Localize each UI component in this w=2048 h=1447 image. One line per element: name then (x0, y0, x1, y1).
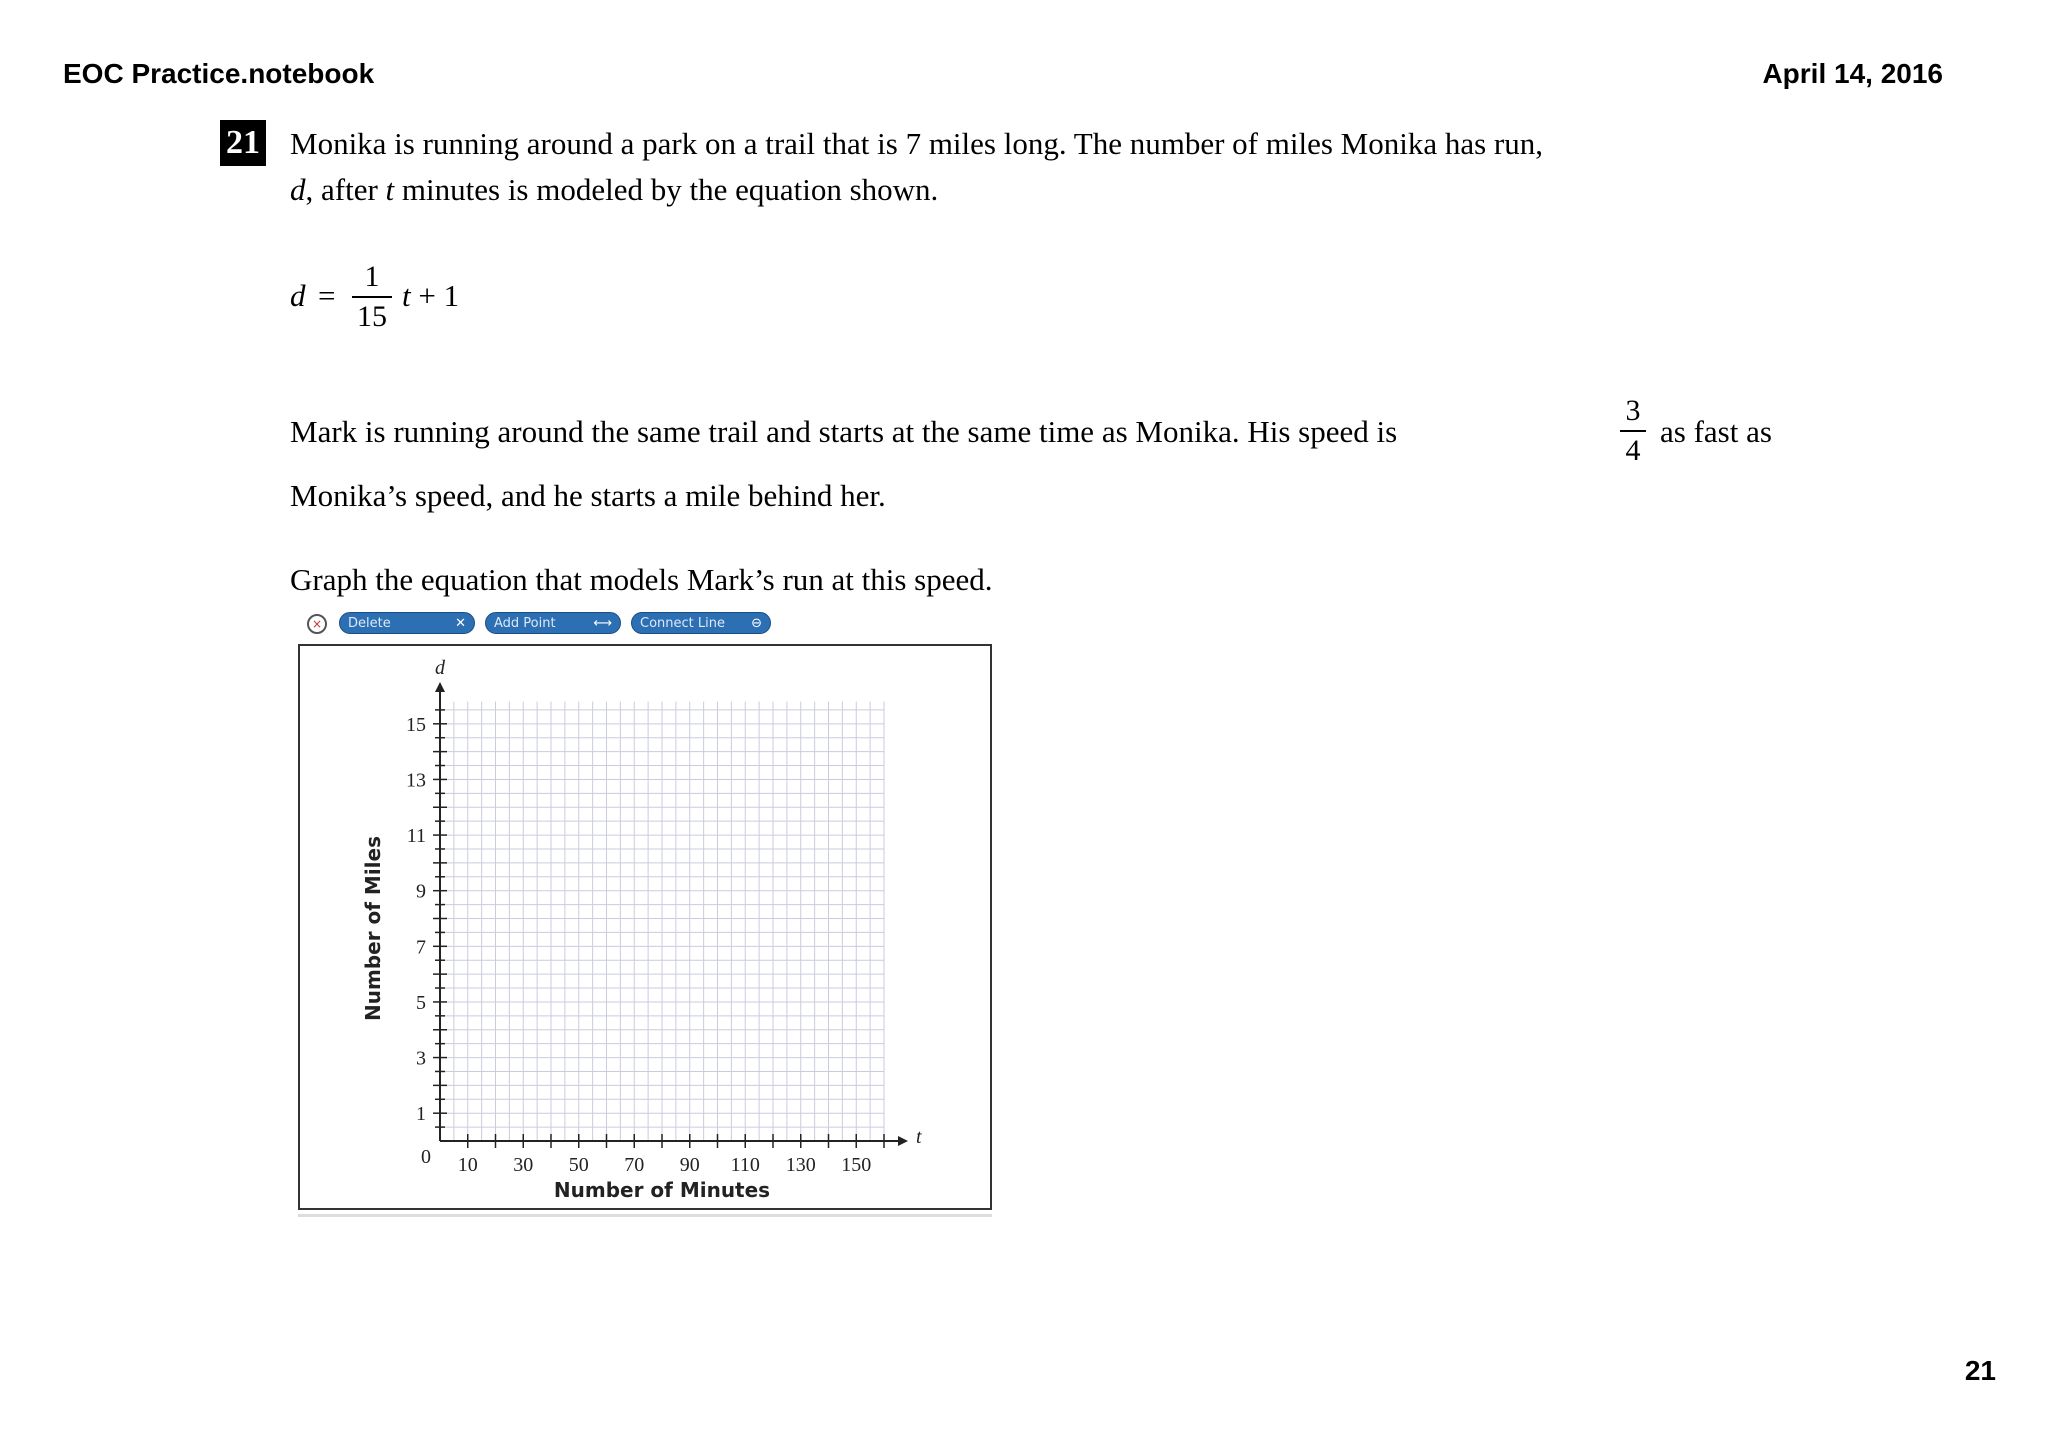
y-tick-label: 7 (416, 936, 426, 959)
x-axis-variable: t (916, 1126, 922, 1148)
y-axis-variable: d (435, 657, 445, 679)
x-axis-arrow (898, 1136, 908, 1146)
equation-rest: t + 1 (402, 278, 460, 313)
origin-label: 0 (421, 1146, 431, 1168)
mark-fraction-numerator: 3 (1625, 394, 1641, 427)
equation-fraction (352, 260, 392, 334)
question-text-line1: Monika is running around a park on a trail that is 7 miles long. The number of miles Monika has run, (290, 126, 1543, 161)
y-axis-label: Number of Miles (361, 835, 385, 1022)
y-tick-label: 1 (416, 1103, 426, 1126)
x-tick-label: 110 (730, 1154, 760, 1176)
question-number-badge: 21 (220, 120, 266, 166)
equation-equals: = (318, 278, 336, 313)
notebook-title: EOC Practice.notebook (63, 58, 375, 89)
x-tick-label: 130 (785, 1154, 816, 1176)
add-point-icon: ⟷ (593, 616, 612, 631)
close-icon[interactable]: × (307, 614, 327, 634)
x-tick-label: 50 (568, 1154, 589, 1176)
fraction-numerator: 1 (364, 260, 380, 293)
notebook-date: April 14, 2016 (1762, 58, 1943, 89)
mark-text-line2: Monika’s speed, and he starts a mile behind her. (290, 478, 886, 513)
y-tick-label: 11 (406, 825, 426, 848)
graph-canvas[interactable] (300, 646, 990, 1208)
y-tick-label: 5 (416, 991, 426, 1014)
connect-line-icon: ⊖ (751, 616, 762, 631)
x-tick-label: 30 (513, 1154, 534, 1176)
mark-text-start: Mark is running around the same trail and starts at the same time as Monika. His speed is (290, 414, 1398, 449)
add-point-button[interactable]: Add Point ⟷ (485, 612, 621, 634)
mark-speed-fraction (1620, 394, 1646, 468)
text-after: , after (305, 172, 386, 207)
x-tick-label: 150 (841, 1154, 872, 1176)
y-axis-arrow (435, 682, 445, 692)
monika-equation (290, 260, 490, 350)
y-tick-label: 9 (416, 880, 426, 903)
instruction-text: Graph the equation that models Mark’s run at this speed. (290, 562, 993, 597)
connect-line-button[interactable]: Connect Line ⊖ (631, 612, 771, 634)
var-d: d (290, 172, 306, 207)
mark-text-end: as fast as (1660, 414, 1772, 449)
y-tick-label: 3 (416, 1047, 426, 1070)
question-text-line2 (290, 172, 938, 208)
y-tick-label: 15 (406, 713, 426, 736)
x-tick-label: 10 (457, 1154, 478, 1176)
mark-fraction-denominator: 4 (1625, 434, 1641, 467)
x-axis-label: Number of Minutes (553, 1178, 771, 1202)
text-minutes: minutes is modeled by the equation shown. (394, 172, 939, 207)
fraction-denominator: 15 (357, 300, 387, 333)
x-tick-label: 70 (624, 1154, 645, 1176)
chevron-down-icon: ✕ (455, 616, 466, 631)
var-t: t (385, 172, 395, 207)
x-tick-label: 90 (679, 1154, 700, 1176)
y-tick-label: 13 (406, 769, 426, 792)
delete-button[interactable]: Delete ✕ (339, 612, 475, 634)
graph-panel[interactable] (298, 644, 992, 1210)
equation-lhs: d (290, 278, 306, 313)
page-number: 21 (1964, 1355, 1996, 1386)
mark-description (290, 394, 1810, 482)
